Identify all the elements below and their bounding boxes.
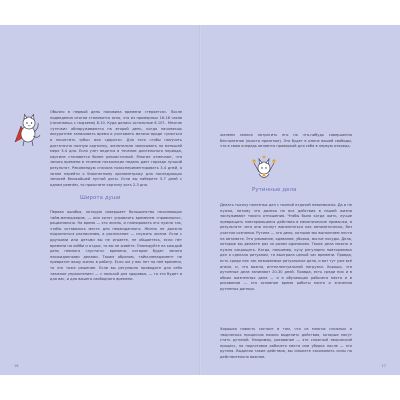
page-number-right: 17 (381, 364, 386, 368)
book-spread (0, 25, 400, 375)
paragraph-intro: Обычно в первый день половина времени «теряется». После подведения итогов становится ясно, что из примерных 16-18 часов (начинаешь с подъема) 8-10. Куда делись остальные 6-10?.. Многие «утечки» обнаруживаются на второй день, когда начинаешь аккуратнее записывать время и учитывать мелочи вроде «умыться и почистить зубы» или «дорога». Для того чтобы получить достаточно полную картинку, желательно записывать по меньшей мере 3-4 дня. Если учет ведется в течение длительного периода, картина становится более реалистичной. Многие отмечают, что запись времени в течение нескольких недель дает гораздо лучший результат. Рекомендую сначала поэкспериментировать 3-4 дней, а затем перейти к блокнотному хронометражу для последующих записей ближайшей пустой даты. Если вы наберете 5-7 дней с одним ремнём, то проясните картину хоть 2-3 дня. (50, 110, 182, 187)
page-number-left: 16 (14, 364, 19, 368)
heading-shirota-dushi: Широта души (80, 195, 121, 201)
cat-superhero-illustration (12, 112, 42, 148)
paragraph-shirota: Первая ошибка, которую совершает большинство начинающих тайм-менеджеров, — они хотят управлять временем «правильно», рационально. Но время — это жизнь, и планировать его нужно так, чтобы оставалось место для неожиданного. Жизнь не должна подчиняться расписанию, а расписание — служить жизни. Если с друзьями или детьми вы не играете, не общаетесь, если нет времени на хобби и отдых, то вы не живёте. Планируйте на каждый день немного «пустого» времени, которое будет занято неожиданными делами. Таким образом, тайм-менеджмент не превратит вашу жизнь в работу. Если же у вас нет на неё времени, то это тоже решение. Если вы регулярно проводите для себя «важное упражнение» — с пользой для здоровья, — то это будет и для вас, и для вашего свободного времени. (50, 210, 182, 282)
paragraph-good-news: Хорошая новость состоит в том, что из многих сложных и творческих процессов можно выделить действия, которые могут стать рутиной. Например, рисование — это сложный творческий процесс, но подготовка рабочего места или уборка после — это рутина. Выделяя такие действия, вы сможете сэкономить силы на действительно важное. (220, 327, 352, 359)
right-page (200, 25, 400, 375)
heading-rutinnye-dela: Рутинные дела (252, 187, 297, 193)
paragraph-rutina: Делать тысячу полезных дел с полной отдачей невозможно. Да и не нужно, потому что далеко не все действия в нашей жизни заслуживают такого отношения. Чтобы было когда жить, лучше превращать повторяющиеся действия в механические привычки, в результате чего они начнут выполняться как автоматически, без участия сознания. Рутина — это дело, которое мы выполняем почти на автомате. Это умывание, одевание, уборка, мытьё посуды. Дела, которые вы делаете раз за разом одинаково. Такие дела можно и нужно сокращать. Когда, например, кучу регулярно повторяемых дел я сделала ритуалом, то выиграла целый час времени. Правда, есть среди них так называемые ритуальные дела, и вот тут уже всё иначе, и, что важно, интеллектуальной нагрузки. Хорошо, что рутинные дела занимают 20-30 дней. Правда, есть среди них и в обоих жизненных дела — и в обучающих рабочего места и в рисовании — это основное время работы мозга и значения рутинных данных. (220, 203, 352, 291)
paragraph-continued: жалеем записи потратить его на что-нибудь совершенно бесполезное (просто приятное). Это будет в ключе вашей свободы, что в свою очередь является проверкой для себя в первую очередь. (220, 133, 352, 149)
left-page (0, 25, 200, 375)
cat-juggling-illustration (250, 155, 278, 185)
